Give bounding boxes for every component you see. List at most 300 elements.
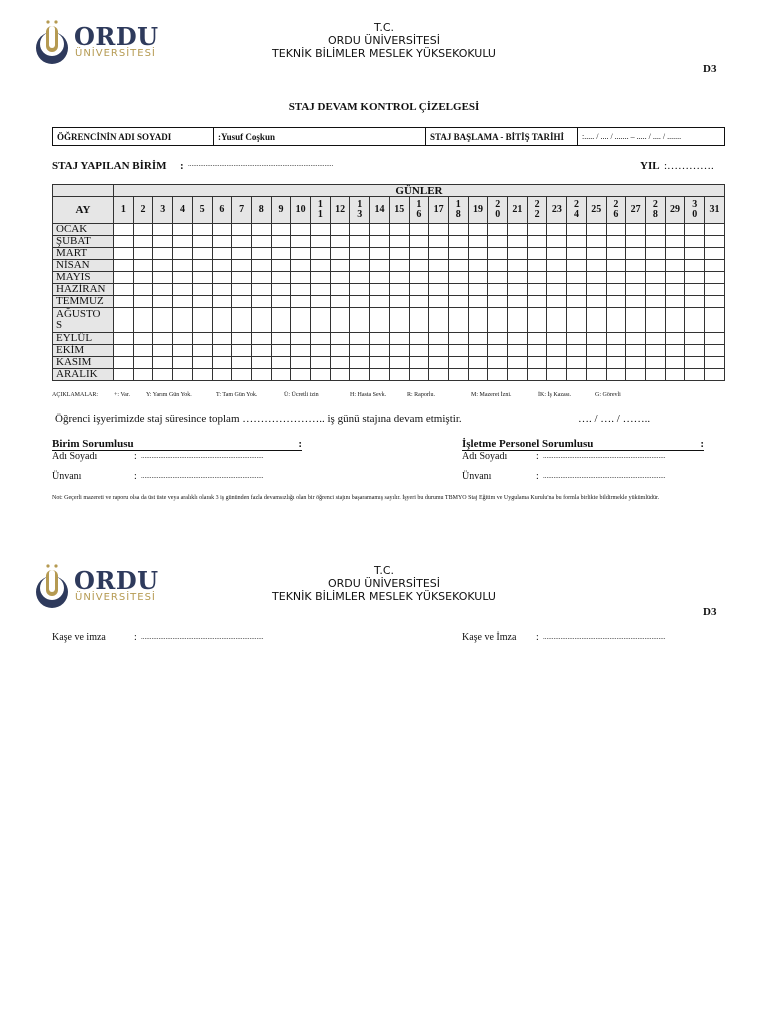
attendance-cell[interactable] <box>626 333 646 345</box>
attendance-cell[interactable] <box>547 345 567 357</box>
attendance-cell[interactable] <box>271 369 291 381</box>
attendance-cell[interactable] <box>350 345 370 357</box>
attendance-cell[interactable] <box>330 333 350 345</box>
attendance-cell[interactable] <box>291 224 311 236</box>
attendance-cell[interactable] <box>192 345 212 357</box>
attendance-cell[interactable] <box>508 260 528 272</box>
attendance-cell[interactable] <box>645 357 665 369</box>
attendance-cell[interactable] <box>645 369 665 381</box>
attendance-cell[interactable] <box>488 224 508 236</box>
attendance-cell[interactable] <box>429 272 449 284</box>
attendance-cell[interactable] <box>291 345 311 357</box>
attendance-cell[interactable] <box>508 333 528 345</box>
attendance-cell[interactable] <box>330 308 350 333</box>
attendance-cell[interactable] <box>330 369 350 381</box>
attendance-cell[interactable] <box>508 345 528 357</box>
attendance-cell[interactable] <box>311 248 331 260</box>
attendance-cell[interactable] <box>645 236 665 248</box>
attendance-cell[interactable] <box>586 284 606 296</box>
attendance-cell[interactable] <box>606 369 626 381</box>
attendance-cell[interactable] <box>114 345 134 357</box>
attendance-cell[interactable] <box>271 248 291 260</box>
attendance-cell[interactable] <box>192 357 212 369</box>
attendance-cell[interactable] <box>409 236 429 248</box>
attendance-cell[interactable] <box>468 260 488 272</box>
attendance-cell[interactable] <box>153 345 173 357</box>
attendance-cell[interactable] <box>389 369 409 381</box>
attendance-cell[interactable] <box>567 272 587 284</box>
attendance-cell[interactable] <box>685 345 705 357</box>
attendance-cell[interactable] <box>645 308 665 333</box>
attendance-cell[interactable] <box>291 236 311 248</box>
attendance-cell[interactable] <box>685 369 705 381</box>
attendance-cell[interactable] <box>350 272 370 284</box>
attendance-cell[interactable] <box>370 248 390 260</box>
attendance-cell[interactable] <box>586 333 606 345</box>
attendance-cell[interactable] <box>705 345 725 357</box>
attendance-cell[interactable] <box>389 248 409 260</box>
attendance-cell[interactable] <box>547 308 567 333</box>
attendance-cell[interactable] <box>448 296 468 308</box>
attendance-cell[interactable] <box>586 369 606 381</box>
attendance-cell[interactable] <box>488 345 508 357</box>
attendance-cell[interactable] <box>330 260 350 272</box>
attendance-cell[interactable] <box>330 248 350 260</box>
attendance-cell[interactable] <box>271 345 291 357</box>
attendance-cell[interactable] <box>586 224 606 236</box>
attendance-cell[interactable] <box>606 236 626 248</box>
attendance-cell[interactable] <box>291 308 311 333</box>
attendance-cell[interactable] <box>212 248 232 260</box>
attendance-cell[interactable] <box>567 333 587 345</box>
attendance-cell[interactable] <box>409 284 429 296</box>
attendance-cell[interactable] <box>133 369 153 381</box>
attendance-cell[interactable] <box>429 236 449 248</box>
attendance-cell[interactable] <box>153 248 173 260</box>
attendance-cell[interactable] <box>370 236 390 248</box>
attendance-cell[interactable] <box>251 272 271 284</box>
attendance-cell[interactable] <box>192 308 212 333</box>
attendance-cell[interactable] <box>626 236 646 248</box>
attendance-cell[interactable] <box>508 272 528 284</box>
attendance-cell[interactable] <box>705 357 725 369</box>
attendance-cell[interactable] <box>251 248 271 260</box>
attendance-cell[interactable] <box>251 236 271 248</box>
attendance-cell[interactable] <box>567 224 587 236</box>
attendance-cell[interactable] <box>547 248 567 260</box>
attendance-cell[interactable] <box>665 345 685 357</box>
attendance-cell[interactable] <box>330 345 350 357</box>
attendance-cell[interactable] <box>508 224 528 236</box>
attendance-cell[interactable] <box>153 369 173 381</box>
attendance-cell[interactable] <box>665 236 685 248</box>
attendance-cell[interactable] <box>665 248 685 260</box>
attendance-cell[interactable] <box>291 333 311 345</box>
attendance-cell[interactable] <box>586 357 606 369</box>
attendance-cell[interactable] <box>488 333 508 345</box>
attendance-cell[interactable] <box>291 284 311 296</box>
attendance-cell[interactable] <box>468 248 488 260</box>
attendance-cell[interactable] <box>133 260 153 272</box>
attendance-cell[interactable] <box>389 224 409 236</box>
attendance-cell[interactable] <box>271 224 291 236</box>
attendance-cell[interactable] <box>448 333 468 345</box>
attendance-cell[interactable] <box>153 296 173 308</box>
attendance-cell[interactable] <box>448 248 468 260</box>
attendance-cell[interactable] <box>133 284 153 296</box>
attendance-cell[interactable] <box>665 369 685 381</box>
attendance-cell[interactable] <box>429 345 449 357</box>
attendance-cell[interactable] <box>606 284 626 296</box>
attendance-cell[interactable] <box>114 296 134 308</box>
attendance-cell[interactable] <box>665 284 685 296</box>
attendance-cell[interactable] <box>212 236 232 248</box>
attendance-cell[interactable] <box>508 308 528 333</box>
attendance-cell[interactable] <box>212 296 232 308</box>
attendance-cell[interactable] <box>567 236 587 248</box>
attendance-cell[interactable] <box>173 308 193 333</box>
attendance-cell[interactable] <box>409 357 429 369</box>
attendance-cell[interactable] <box>232 284 252 296</box>
attendance-cell[interactable] <box>232 248 252 260</box>
attendance-cell[interactable] <box>448 260 468 272</box>
attendance-cell[interactable] <box>232 260 252 272</box>
attendance-cell[interactable] <box>350 260 370 272</box>
attendance-cell[interactable] <box>429 260 449 272</box>
attendance-cell[interactable] <box>488 308 508 333</box>
attendance-cell[interactable] <box>409 296 429 308</box>
attendance-cell[interactable] <box>645 345 665 357</box>
attendance-cell[interactable] <box>468 308 488 333</box>
attendance-cell[interactable] <box>370 272 390 284</box>
attendance-cell[interactable] <box>271 308 291 333</box>
attendance-cell[interactable] <box>330 236 350 248</box>
attendance-cell[interactable] <box>409 248 429 260</box>
attendance-cell[interactable] <box>685 224 705 236</box>
attendance-cell[interactable] <box>192 296 212 308</box>
attendance-cell[interactable] <box>527 260 547 272</box>
attendance-cell[interactable] <box>705 224 725 236</box>
attendance-cell[interactable] <box>547 333 567 345</box>
attendance-cell[interactable] <box>232 357 252 369</box>
attendance-cell[interactable] <box>212 333 232 345</box>
attendance-cell[interactable] <box>468 284 488 296</box>
attendance-cell[interactable] <box>567 248 587 260</box>
attendance-cell[interactable] <box>212 357 232 369</box>
attendance-cell[interactable] <box>232 333 252 345</box>
attendance-cell[interactable] <box>311 296 331 308</box>
attendance-cell[interactable] <box>114 357 134 369</box>
attendance-cell[interactable] <box>389 345 409 357</box>
attendance-cell[interactable] <box>626 284 646 296</box>
attendance-cell[interactable] <box>291 369 311 381</box>
attendance-cell[interactable] <box>626 296 646 308</box>
attendance-cell[interactable] <box>685 284 705 296</box>
attendance-cell[interactable] <box>389 272 409 284</box>
attendance-cell[interactable] <box>429 248 449 260</box>
attendance-cell[interactable] <box>626 357 646 369</box>
attendance-cell[interactable] <box>626 345 646 357</box>
attendance-cell[interactable] <box>665 333 685 345</box>
attendance-cell[interactable] <box>153 284 173 296</box>
attendance-cell[interactable] <box>192 369 212 381</box>
attendance-cell[interactable] <box>389 260 409 272</box>
attendance-cell[interactable] <box>232 224 252 236</box>
attendance-cell[interactable] <box>251 369 271 381</box>
attendance-cell[interactable] <box>212 224 232 236</box>
attendance-cell[interactable] <box>251 224 271 236</box>
attendance-cell[interactable] <box>350 236 370 248</box>
attendance-cell[interactable] <box>153 357 173 369</box>
attendance-cell[interactable] <box>271 357 291 369</box>
attendance-cell[interactable] <box>330 296 350 308</box>
attendance-cell[interactable] <box>173 357 193 369</box>
attendance-cell[interactable] <box>311 369 331 381</box>
attendance-cell[interactable] <box>271 272 291 284</box>
attendance-cell[interactable] <box>114 369 134 381</box>
attendance-cell[interactable] <box>370 224 390 236</box>
attendance-cell[interactable] <box>645 272 665 284</box>
attendance-cell[interactable] <box>409 333 429 345</box>
attendance-cell[interactable] <box>508 369 528 381</box>
attendance-cell[interactable] <box>153 333 173 345</box>
attendance-cell[interactable] <box>389 296 409 308</box>
attendance-cell[interactable] <box>251 333 271 345</box>
attendance-cell[interactable] <box>508 284 528 296</box>
attendance-cell[interactable] <box>448 357 468 369</box>
attendance-cell[interactable] <box>606 296 626 308</box>
attendance-cell[interactable] <box>173 248 193 260</box>
attendance-cell[interactable] <box>527 357 547 369</box>
attendance-cell[interactable] <box>133 345 153 357</box>
attendance-cell[interactable] <box>153 260 173 272</box>
attendance-cell[interactable] <box>311 357 331 369</box>
attendance-cell[interactable] <box>448 236 468 248</box>
attendance-cell[interactable] <box>350 357 370 369</box>
attendance-cell[interactable] <box>232 236 252 248</box>
attendance-cell[interactable] <box>705 272 725 284</box>
attendance-cell[interactable] <box>133 272 153 284</box>
attendance-cell[interactable] <box>488 357 508 369</box>
attendance-cell[interactable] <box>547 236 567 248</box>
attendance-cell[interactable] <box>527 369 547 381</box>
attendance-cell[interactable] <box>173 224 193 236</box>
attendance-cell[interactable] <box>705 284 725 296</box>
attendance-cell[interactable] <box>133 248 153 260</box>
attendance-cell[interactable] <box>153 308 173 333</box>
attendance-cell[interactable] <box>251 357 271 369</box>
attendance-cell[interactable] <box>488 272 508 284</box>
attendance-cell[interactable] <box>586 260 606 272</box>
attendance-cell[interactable] <box>251 296 271 308</box>
attendance-cell[interactable] <box>291 260 311 272</box>
attendance-cell[interactable] <box>350 284 370 296</box>
attendance-cell[interactable] <box>409 308 429 333</box>
attendance-cell[interactable] <box>586 236 606 248</box>
attendance-cell[interactable] <box>606 357 626 369</box>
attendance-cell[interactable] <box>350 369 370 381</box>
attendance-cell[interactable] <box>606 272 626 284</box>
attendance-cell[interactable] <box>173 296 193 308</box>
attendance-cell[interactable] <box>330 272 350 284</box>
attendance-cell[interactable] <box>291 272 311 284</box>
attendance-cell[interactable] <box>665 357 685 369</box>
attendance-cell[interactable] <box>448 369 468 381</box>
attendance-cell[interactable] <box>527 224 547 236</box>
attendance-cell[interactable] <box>153 224 173 236</box>
attendance-cell[interactable] <box>606 333 626 345</box>
attendance-cell[interactable] <box>251 308 271 333</box>
attendance-cell[interactable] <box>527 308 547 333</box>
attendance-cell[interactable] <box>547 357 567 369</box>
attendance-cell[interactable] <box>311 236 331 248</box>
attendance-cell[interactable] <box>192 260 212 272</box>
attendance-cell[interactable] <box>645 333 665 345</box>
attendance-cell[interactable] <box>685 248 705 260</box>
attendance-cell[interactable] <box>114 248 134 260</box>
attendance-cell[interactable] <box>212 345 232 357</box>
attendance-cell[interactable] <box>645 260 665 272</box>
attendance-cell[interactable] <box>429 357 449 369</box>
attendance-cell[interactable] <box>705 260 725 272</box>
attendance-cell[interactable] <box>448 284 468 296</box>
attendance-cell[interactable] <box>192 236 212 248</box>
attendance-cell[interactable] <box>488 248 508 260</box>
attendance-cell[interactable] <box>271 260 291 272</box>
attendance-cell[interactable] <box>311 308 331 333</box>
attendance-cell[interactable] <box>232 308 252 333</box>
attendance-cell[interactable] <box>311 284 331 296</box>
attendance-cell[interactable] <box>448 224 468 236</box>
attendance-cell[interactable] <box>626 248 646 260</box>
attendance-cell[interactable] <box>389 357 409 369</box>
attendance-cell[interactable] <box>173 260 193 272</box>
attendance-cell[interactable] <box>429 224 449 236</box>
attendance-cell[interactable] <box>330 357 350 369</box>
attendance-cell[interactable] <box>251 260 271 272</box>
attendance-cell[interactable] <box>508 236 528 248</box>
attendance-cell[interactable] <box>705 248 725 260</box>
attendance-cell[interactable] <box>114 224 134 236</box>
attendance-cell[interactable] <box>468 236 488 248</box>
attendance-cell[interactable] <box>547 284 567 296</box>
attendance-cell[interactable] <box>567 260 587 272</box>
attendance-cell[interactable] <box>271 296 291 308</box>
attendance-cell[interactable] <box>173 284 193 296</box>
attendance-cell[interactable] <box>665 224 685 236</box>
attendance-cell[interactable] <box>645 224 665 236</box>
attendance-cell[interactable] <box>212 369 232 381</box>
attendance-cell[interactable] <box>685 308 705 333</box>
attendance-cell[interactable] <box>251 284 271 296</box>
attendance-cell[interactable] <box>468 296 488 308</box>
attendance-cell[interactable] <box>685 260 705 272</box>
attendance-cell[interactable] <box>389 284 409 296</box>
attendance-cell[interactable] <box>586 272 606 284</box>
attendance-cell[interactable] <box>370 345 390 357</box>
attendance-cell[interactable] <box>685 272 705 284</box>
attendance-cell[interactable] <box>330 284 350 296</box>
attendance-cell[interactable] <box>527 284 547 296</box>
attendance-cell[interactable] <box>626 260 646 272</box>
attendance-cell[interactable] <box>370 260 390 272</box>
attendance-cell[interactable] <box>665 272 685 284</box>
attendance-cell[interactable] <box>586 308 606 333</box>
attendance-cell[interactable] <box>212 308 232 333</box>
attendance-cell[interactable] <box>705 236 725 248</box>
attendance-cell[interactable] <box>232 296 252 308</box>
attendance-cell[interactable] <box>429 333 449 345</box>
attendance-cell[interactable] <box>212 284 232 296</box>
attendance-cell[interactable] <box>232 272 252 284</box>
attendance-cell[interactable] <box>448 345 468 357</box>
attendance-cell[interactable] <box>586 296 606 308</box>
attendance-cell[interactable] <box>232 369 252 381</box>
attendance-cell[interactable] <box>232 345 252 357</box>
attendance-cell[interactable] <box>173 236 193 248</box>
attendance-cell[interactable] <box>606 260 626 272</box>
attendance-cell[interactable] <box>133 357 153 369</box>
attendance-cell[interactable] <box>271 284 291 296</box>
attendance-cell[interactable] <box>192 272 212 284</box>
attendance-cell[interactable] <box>409 272 429 284</box>
attendance-cell[interactable] <box>645 248 665 260</box>
attendance-cell[interactable] <box>311 272 331 284</box>
attendance-cell[interactable] <box>508 296 528 308</box>
attendance-cell[interactable] <box>547 260 567 272</box>
attendance-cell[interactable] <box>173 345 193 357</box>
attendance-cell[interactable] <box>370 284 390 296</box>
attendance-cell[interactable] <box>350 224 370 236</box>
attendance-cell[interactable] <box>389 333 409 345</box>
attendance-cell[interactable] <box>192 248 212 260</box>
attendance-cell[interactable] <box>311 345 331 357</box>
attendance-cell[interactable] <box>448 272 468 284</box>
attendance-cell[interactable] <box>114 284 134 296</box>
attendance-cell[interactable] <box>370 357 390 369</box>
attendance-cell[interactable] <box>645 296 665 308</box>
attendance-cell[interactable] <box>705 308 725 333</box>
attendance-cell[interactable] <box>527 345 547 357</box>
attendance-cell[interactable] <box>192 224 212 236</box>
attendance-cell[interactable] <box>705 333 725 345</box>
attendance-cell[interactable] <box>133 224 153 236</box>
attendance-cell[interactable] <box>567 369 587 381</box>
attendance-cell[interactable] <box>488 260 508 272</box>
attendance-cell[interactable] <box>665 260 685 272</box>
attendance-cell[interactable] <box>173 272 193 284</box>
attendance-cell[interactable] <box>645 284 665 296</box>
attendance-cell[interactable] <box>527 296 547 308</box>
attendance-cell[interactable] <box>350 333 370 345</box>
attendance-cell[interactable] <box>409 224 429 236</box>
attendance-cell[interactable] <box>429 284 449 296</box>
attendance-cell[interactable] <box>192 284 212 296</box>
attendance-cell[interactable] <box>133 296 153 308</box>
attendance-cell[interactable] <box>429 308 449 333</box>
attendance-cell[interactable] <box>527 248 547 260</box>
attendance-cell[interactable] <box>488 369 508 381</box>
attendance-cell[interactable] <box>173 333 193 345</box>
attendance-cell[interactable] <box>311 224 331 236</box>
attendance-cell[interactable] <box>114 333 134 345</box>
attendance-cell[interactable] <box>448 308 468 333</box>
attendance-cell[interactable] <box>508 357 528 369</box>
attendance-cell[interactable] <box>626 369 646 381</box>
attendance-cell[interactable] <box>665 296 685 308</box>
attendance-cell[interactable] <box>685 333 705 345</box>
attendance-cell[interactable] <box>153 236 173 248</box>
